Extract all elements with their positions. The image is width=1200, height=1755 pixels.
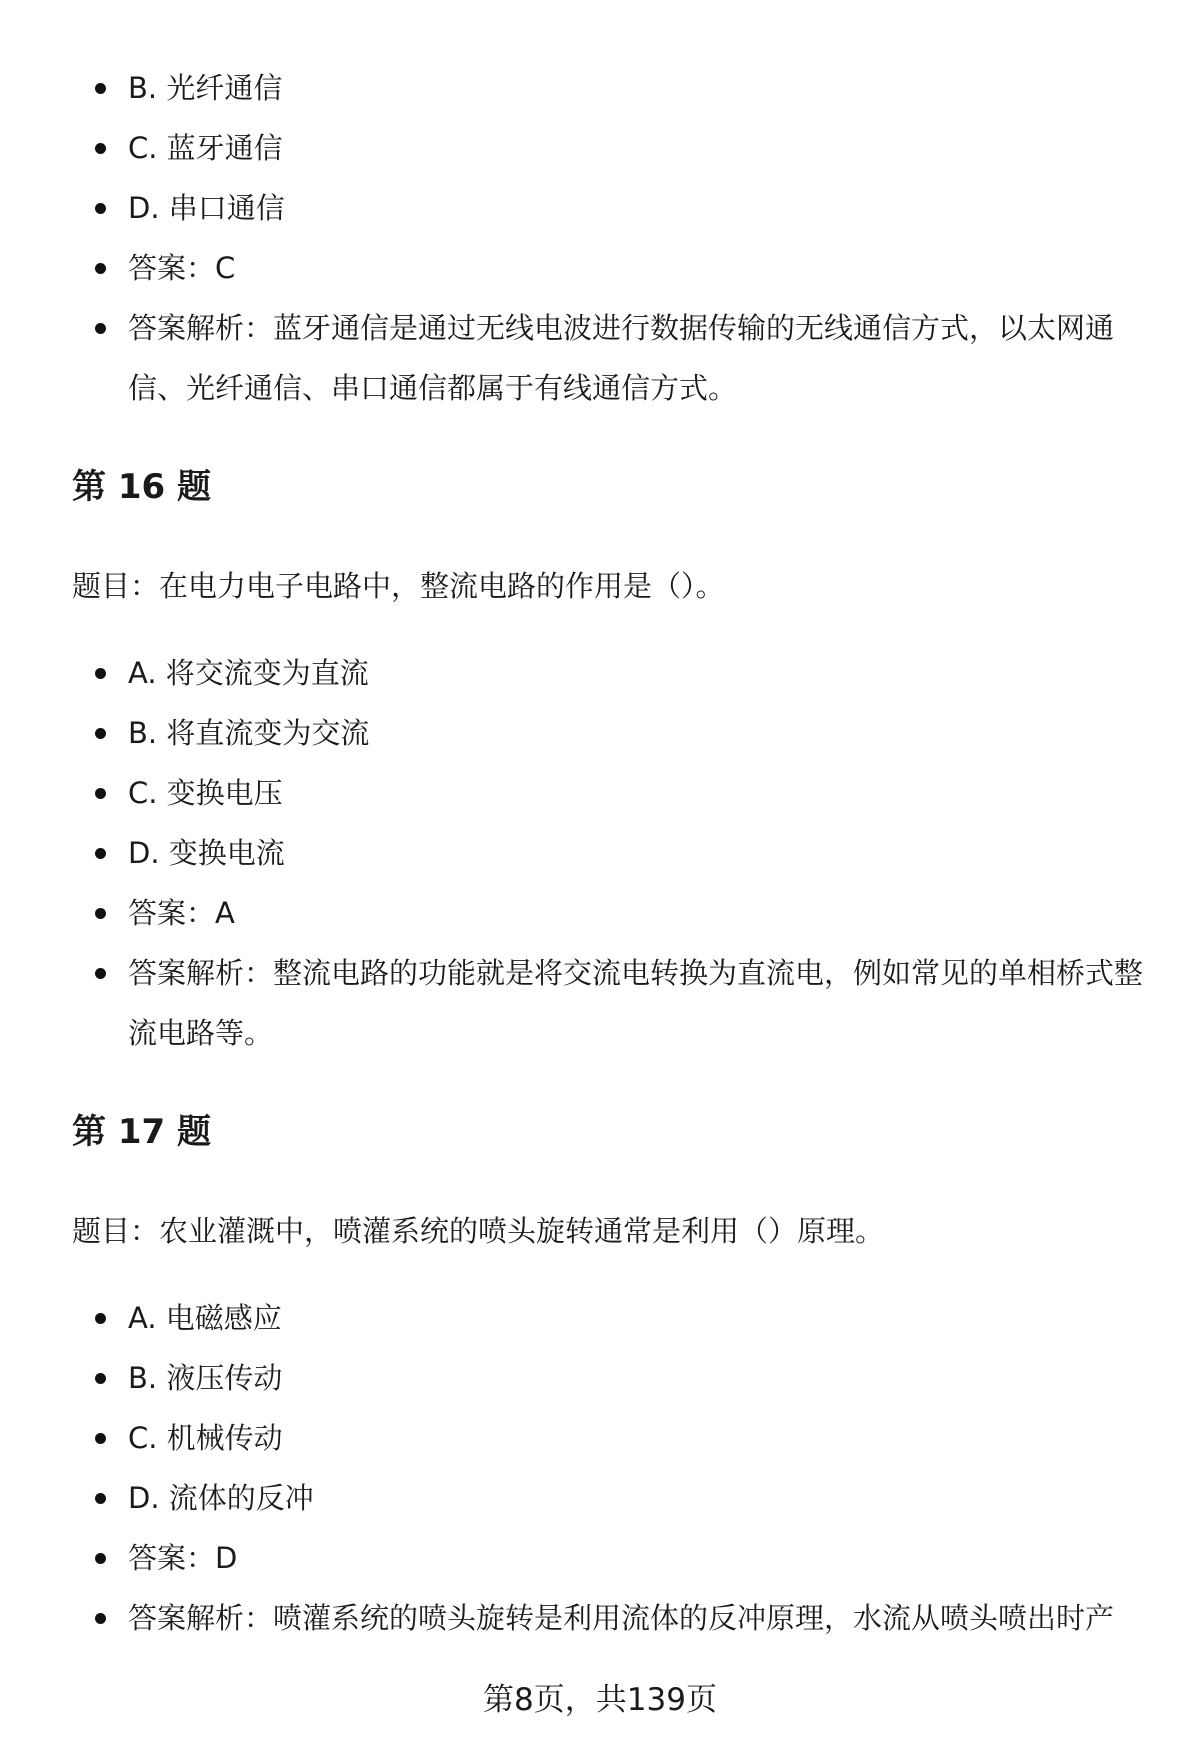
option-b-text: B. 光纤通信 <box>128 71 283 105</box>
list-item <box>72 643 1148 703</box>
question-17-options <box>72 1288 1148 1648</box>
answer-text: 答案：A <box>128 896 235 930</box>
question-16-heading: 第 16 题 <box>72 467 211 507</box>
bullet-icon <box>95 203 106 214</box>
answer-explanation-text: 答案解析：喷灌系统的喷头旋转是利用流体的反冲原理，水流从喷头喷出时产 <box>128 1601 1115 1635</box>
bullet-icon <box>95 1433 106 1444</box>
bullet-icon <box>95 143 106 154</box>
option-b-text: B. 将直流变为交流 <box>128 716 370 750</box>
list-item <box>72 118 1148 178</box>
question-15-options <box>72 58 1148 418</box>
option-c-text: C. 蓝牙通信 <box>128 131 283 165</box>
list-item <box>72 298 1148 418</box>
option-a-text: A. 电磁感应 <box>128 1301 282 1335</box>
option-c-text: C. 机械传动 <box>128 1421 283 1455</box>
list-item <box>72 883 1148 943</box>
question-16-options <box>72 643 1148 1063</box>
bullet-icon <box>95 263 106 274</box>
list-item <box>72 703 1148 763</box>
option-c-text: C. 变换电压 <box>128 776 283 810</box>
bullet-icon <box>95 323 106 334</box>
answer-explanation-text: 答案解析：整流电路的功能就是将交流电转换为直流电，例如常见的单相桥式整流电路等。 <box>128 956 1144 1050</box>
list-item <box>72 1588 1148 1648</box>
bullet-icon <box>95 83 106 94</box>
option-a-text: A. 将交流变为直流 <box>128 656 369 690</box>
list-item <box>72 1468 1148 1528</box>
option-b-text: B. 液压传动 <box>128 1361 283 1395</box>
list-item <box>72 1528 1148 1588</box>
bullet-icon <box>95 1373 106 1384</box>
bullet-icon <box>95 1613 106 1624</box>
question-17-stem: 题目：农业灌溉中，喷灌系统的喷头旋转通常是利用（）原理。 <box>72 1214 885 1248</box>
option-d-text: D. 变换电流 <box>128 836 285 870</box>
list-item <box>72 943 1148 1063</box>
bullet-icon <box>95 908 106 919</box>
bullet-icon <box>95 1553 106 1564</box>
answer-text: 答案：C <box>128 251 236 285</box>
list-item <box>72 238 1148 298</box>
list-item <box>72 1408 1148 1468</box>
bullet-icon <box>95 1313 106 1324</box>
bullet-icon <box>95 668 106 679</box>
list-item <box>72 823 1148 883</box>
question-17-heading: 第 17 题 <box>72 1112 211 1152</box>
bullet-icon <box>95 968 106 979</box>
list-item <box>72 58 1148 118</box>
bullet-icon <box>95 848 106 859</box>
list-item <box>72 1348 1148 1408</box>
list-item <box>72 1288 1148 1348</box>
page-number: 第8页，共139页 <box>483 1682 717 1718</box>
answer-explanation-text: 答案解析：蓝牙通信是通过无线电波进行数据传输的无线通信方式，以太网通信、光纤通信、串口通信都属于有线通信方式。 <box>128 311 1115 405</box>
list-item <box>72 763 1148 823</box>
option-d-text: D. 串口通信 <box>128 191 285 225</box>
bullet-icon <box>95 728 106 739</box>
list-item <box>72 178 1148 238</box>
option-d-text: D. 流体的反冲 <box>128 1481 314 1515</box>
answer-text: 答案：D <box>128 1541 238 1575</box>
bullet-icon <box>95 1493 106 1504</box>
question-16-stem: 题目：在电力电子电路中，整流电路的作用是（）。 <box>72 569 725 603</box>
bullet-icon <box>95 788 106 799</box>
